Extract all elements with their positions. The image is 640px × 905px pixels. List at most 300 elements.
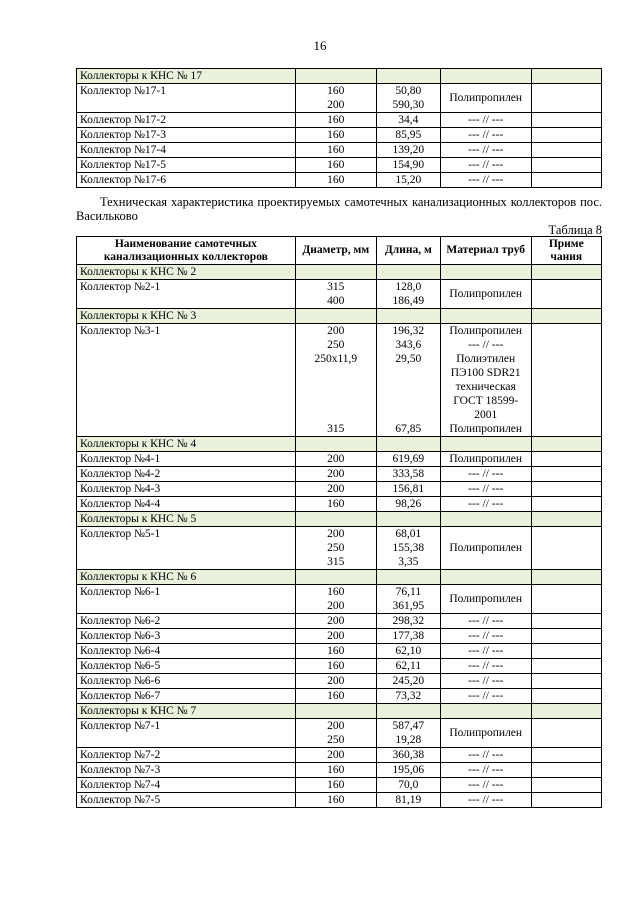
len-value: 98,26 bbox=[395, 498, 422, 510]
empty-cell bbox=[376, 69, 440, 84]
mat-value: Полипропилен bbox=[449, 288, 523, 300]
group-row bbox=[77, 69, 602, 84]
notes-cell bbox=[531, 128, 601, 143]
collector-name: Коллектор №6-2 bbox=[77, 614, 296, 629]
diam-value: 315 bbox=[327, 281, 345, 293]
diam-value: 200 bbox=[327, 615, 345, 627]
length-cell bbox=[376, 763, 440, 778]
length-cell bbox=[376, 482, 440, 497]
empty-cell bbox=[531, 704, 601, 719]
diameter-cell bbox=[295, 280, 376, 309]
table2-body bbox=[77, 265, 602, 808]
diam-value: 160 bbox=[327, 645, 345, 657]
diam-value bbox=[299, 394, 373, 408]
table-row bbox=[77, 689, 602, 704]
collector-name: Коллектор №6-4 bbox=[77, 644, 296, 659]
mat-value: --- // --- bbox=[468, 779, 504, 791]
diam-value bbox=[299, 380, 373, 394]
diameter-cell bbox=[295, 614, 376, 629]
diameter-cell bbox=[295, 689, 376, 704]
header-name: Наименование самотечных канализационных коллекторов bbox=[77, 237, 296, 265]
empty-cell bbox=[295, 512, 376, 527]
material-cell bbox=[440, 143, 531, 158]
diam-value: 160 bbox=[327, 129, 345, 141]
length-cell bbox=[376, 143, 440, 158]
collector-name: Коллектор №2-1 bbox=[77, 280, 296, 309]
diam-value: 160 bbox=[327, 144, 345, 156]
empty-cell bbox=[531, 265, 601, 280]
diam-value: 160 bbox=[327, 779, 345, 791]
header-material: Материал труб bbox=[440, 237, 531, 265]
material-cell bbox=[440, 719, 531, 748]
group-row bbox=[77, 437, 602, 452]
diam-value: 250х11,9 bbox=[314, 353, 358, 365]
collector-name: Коллектор №6-1 bbox=[77, 585, 296, 614]
diameter-cell bbox=[295, 482, 376, 497]
table-row bbox=[77, 763, 602, 778]
len-value bbox=[380, 380, 437, 394]
mat-value: --- // --- bbox=[468, 159, 504, 171]
mat-value: --- // --- bbox=[468, 468, 504, 480]
table-row bbox=[77, 748, 602, 763]
material-cell bbox=[440, 748, 531, 763]
diameter-cell bbox=[295, 158, 376, 173]
diam-value: 400 bbox=[327, 295, 345, 307]
notes-cell bbox=[531, 324, 601, 437]
diameter-cell bbox=[295, 527, 376, 570]
length-cell bbox=[376, 158, 440, 173]
diam-value bbox=[299, 366, 373, 380]
len-value: 590,30 bbox=[392, 99, 425, 111]
diameter-cell bbox=[295, 452, 376, 467]
material-cell bbox=[440, 113, 531, 128]
diam-value: 315 bbox=[327, 423, 345, 435]
len-value: 361,95 bbox=[392, 600, 425, 612]
empty-cell bbox=[440, 570, 531, 585]
collector-name: Коллектор №17-6 bbox=[77, 173, 296, 188]
notes-cell bbox=[531, 659, 601, 674]
notes-cell bbox=[531, 467, 601, 482]
diameter-cell bbox=[295, 659, 376, 674]
diameter-cell bbox=[295, 763, 376, 778]
notes-cell bbox=[531, 158, 601, 173]
empty-cell bbox=[376, 704, 440, 719]
table-row bbox=[77, 778, 602, 793]
mat-value: --- // --- bbox=[468, 483, 504, 495]
table-row bbox=[77, 659, 602, 674]
notes-cell bbox=[531, 629, 601, 644]
collector-name: Коллектор №7-4 bbox=[77, 778, 296, 793]
table-row bbox=[77, 173, 602, 188]
table-row bbox=[77, 280, 602, 309]
collector-name: Коллектор №6-5 bbox=[77, 659, 296, 674]
diam-value: 160 bbox=[327, 794, 345, 806]
diameter-cell bbox=[295, 84, 376, 113]
length-cell bbox=[376, 280, 440, 309]
mat-value: Полипропилен bbox=[449, 423, 523, 435]
diameter-cell bbox=[295, 719, 376, 748]
mat-value: --- // --- bbox=[468, 645, 504, 657]
length-cell bbox=[376, 793, 440, 808]
empty-cell bbox=[295, 437, 376, 452]
diameter-cell bbox=[295, 497, 376, 512]
notes-cell bbox=[531, 497, 601, 512]
table-row bbox=[77, 452, 602, 467]
diam-value: 160 bbox=[327, 498, 345, 510]
len-value: 62,11 bbox=[395, 660, 422, 672]
diameter-cell bbox=[295, 644, 376, 659]
table-row bbox=[77, 497, 602, 512]
group-row bbox=[77, 265, 602, 280]
notes-cell bbox=[531, 614, 601, 629]
table-row bbox=[77, 467, 602, 482]
collector-name: Коллектор №4-3 bbox=[77, 482, 296, 497]
len-value: 68,01 bbox=[395, 528, 422, 540]
len-value: 50,80 bbox=[395, 85, 422, 97]
empty-cell bbox=[295, 309, 376, 324]
empty-cell bbox=[295, 704, 376, 719]
group-title: Коллекторы к КНС № 6 bbox=[77, 570, 296, 585]
diam-value: 200 bbox=[327, 749, 345, 761]
table-label: Таблица 8 bbox=[548, 223, 602, 237]
empty-cell bbox=[295, 69, 376, 84]
len-value: 155,38 bbox=[392, 542, 425, 554]
collector-name: Коллектор №4-4 bbox=[77, 497, 296, 512]
length-cell bbox=[376, 644, 440, 659]
len-value: 360,38 bbox=[392, 749, 425, 761]
table-row bbox=[77, 614, 602, 629]
notes-cell bbox=[531, 280, 601, 309]
length-cell bbox=[376, 585, 440, 614]
notes-cell bbox=[531, 452, 601, 467]
material-cell bbox=[440, 452, 531, 467]
group-title: Коллекторы к КНС № 4 bbox=[77, 437, 296, 452]
diam-value: 250 bbox=[327, 339, 345, 351]
material-cell bbox=[440, 173, 531, 188]
len-value: 73,32 bbox=[395, 690, 422, 702]
diameter-cell bbox=[295, 324, 376, 437]
mat-value: --- // --- bbox=[468, 749, 504, 761]
group-title: Коллекторы к КНС № 7 bbox=[77, 704, 296, 719]
table1-body bbox=[77, 69, 602, 188]
mat-value: --- // --- bbox=[468, 690, 504, 702]
len-value bbox=[380, 394, 437, 408]
collector-name: Коллектор №4-2 bbox=[77, 467, 296, 482]
length-cell bbox=[376, 452, 440, 467]
mat-value: --- // --- bbox=[468, 630, 504, 642]
notes-cell bbox=[531, 793, 601, 808]
page-number: 16 bbox=[313, 38, 327, 53]
empty-cell bbox=[376, 512, 440, 527]
mat-value: --- // --- bbox=[468, 144, 504, 156]
notes-cell bbox=[531, 763, 601, 778]
diam-value: 160 bbox=[327, 159, 345, 171]
length-cell bbox=[376, 748, 440, 763]
mat-value: Полиэтилен bbox=[456, 353, 516, 365]
notes-cell bbox=[531, 84, 601, 113]
diam-value: 200 bbox=[327, 325, 345, 337]
mat-value: техническая bbox=[455, 381, 516, 393]
empty-cell bbox=[531, 570, 601, 585]
material-cell bbox=[440, 280, 531, 309]
length-cell bbox=[376, 629, 440, 644]
empty-cell bbox=[440, 69, 531, 84]
length-cell bbox=[376, 614, 440, 629]
empty-cell bbox=[531, 69, 601, 84]
diam-value: 160 bbox=[327, 114, 345, 126]
collectors-table-8 bbox=[76, 236, 602, 808]
diam-value: 250 bbox=[327, 542, 345, 554]
length-cell bbox=[376, 659, 440, 674]
empty-cell bbox=[376, 265, 440, 280]
notes-cell bbox=[531, 689, 601, 704]
len-value: 128,0 bbox=[395, 281, 422, 293]
material-cell bbox=[440, 674, 531, 689]
notes-cell bbox=[531, 113, 601, 128]
len-value: 19,28 bbox=[395, 734, 422, 746]
group-row bbox=[77, 309, 602, 324]
notes-cell bbox=[531, 674, 601, 689]
notes-cell bbox=[531, 644, 601, 659]
table-row bbox=[77, 674, 602, 689]
len-value: 298,32 bbox=[392, 615, 425, 627]
material-cell bbox=[440, 324, 531, 437]
len-value: 195,06 bbox=[392, 764, 425, 776]
length-cell bbox=[376, 719, 440, 748]
notes-cell bbox=[531, 585, 601, 614]
empty-cell bbox=[440, 265, 531, 280]
group-row bbox=[77, 512, 602, 527]
len-value: 3,35 bbox=[398, 556, 419, 568]
diameter-cell bbox=[295, 113, 376, 128]
notes-cell bbox=[531, 173, 601, 188]
len-value: 85,95 bbox=[395, 129, 422, 141]
diam-value bbox=[299, 408, 373, 422]
len-value: 15,20 bbox=[395, 174, 422, 186]
table-row bbox=[77, 158, 602, 173]
len-value: 245,20 bbox=[392, 675, 425, 687]
empty-cell bbox=[531, 437, 601, 452]
table-row bbox=[77, 324, 602, 437]
diameter-cell bbox=[295, 674, 376, 689]
len-value: 76,11 bbox=[395, 586, 422, 598]
mat-value: --- // --- bbox=[468, 174, 504, 186]
diam-value: 200 bbox=[327, 453, 345, 465]
collector-name: Коллектор №17-4 bbox=[77, 143, 296, 158]
empty-cell bbox=[440, 704, 531, 719]
table-row bbox=[77, 113, 602, 128]
table-row bbox=[77, 644, 602, 659]
material-cell bbox=[440, 614, 531, 629]
collector-name: Коллектор №6-3 bbox=[77, 629, 296, 644]
len-value: 196,32 bbox=[392, 325, 425, 337]
mat-value: Полипропилен bbox=[449, 593, 523, 605]
diam-value: 200 bbox=[327, 468, 345, 480]
header-length: Длина, м bbox=[376, 237, 440, 265]
collector-name: Коллектор №17-3 bbox=[77, 128, 296, 143]
diameter-cell bbox=[295, 143, 376, 158]
len-value: 34,4 bbox=[398, 114, 419, 126]
header-diameter: Диаметр, мм bbox=[295, 237, 376, 265]
collector-name: Коллектор №7-1 bbox=[77, 719, 296, 748]
empty-cell bbox=[295, 265, 376, 280]
group-title: Коллекторы к КНС № 2 bbox=[77, 265, 296, 280]
diam-value: 160 bbox=[327, 764, 345, 776]
mat-value: ПЭ100 SDR21 bbox=[450, 367, 521, 379]
len-value: 186,49 bbox=[392, 295, 425, 307]
mat-value: --- // --- bbox=[468, 615, 504, 627]
diam-value: 200 bbox=[327, 528, 345, 540]
diameter-cell bbox=[295, 128, 376, 143]
len-value: 81,19 bbox=[395, 794, 422, 806]
len-value: 587,47 bbox=[392, 720, 425, 732]
diameter-cell bbox=[295, 467, 376, 482]
notes-cell bbox=[531, 143, 601, 158]
empty-cell bbox=[531, 309, 601, 324]
length-cell bbox=[376, 84, 440, 113]
diam-value: 160 bbox=[327, 690, 345, 702]
collector-name: Коллектор №7-3 bbox=[77, 763, 296, 778]
length-cell bbox=[376, 689, 440, 704]
material-cell bbox=[440, 629, 531, 644]
notes-cell bbox=[531, 482, 601, 497]
collector-name: Коллектор №6-7 bbox=[77, 689, 296, 704]
length-cell bbox=[376, 527, 440, 570]
group-row bbox=[77, 704, 602, 719]
len-value: 333,58 bbox=[392, 468, 425, 480]
group-title: Коллекторы к КНС № 17 bbox=[77, 69, 296, 84]
diam-value: 200 bbox=[327, 675, 345, 687]
len-value: 62,10 bbox=[395, 645, 422, 657]
empty-cell bbox=[376, 570, 440, 585]
diameter-cell bbox=[295, 173, 376, 188]
mat-value: --- // --- bbox=[468, 660, 504, 672]
group-row bbox=[77, 570, 602, 585]
collector-name: Коллектор №7-5 bbox=[77, 793, 296, 808]
mat-value: Полипропилен bbox=[449, 325, 523, 337]
length-cell bbox=[376, 128, 440, 143]
diam-value: 315 bbox=[327, 556, 345, 568]
table-row bbox=[77, 585, 602, 614]
length-cell bbox=[376, 467, 440, 482]
diam-value: 200 bbox=[327, 483, 345, 495]
diam-value: 200 bbox=[327, 600, 345, 612]
diameter-cell bbox=[295, 748, 376, 763]
diam-value: 160 bbox=[327, 660, 345, 672]
collector-name: Коллектор №7-2 bbox=[77, 748, 296, 763]
collector-name: Коллектор №4-1 bbox=[77, 452, 296, 467]
table-row bbox=[77, 793, 602, 808]
diam-value: 200 bbox=[327, 630, 345, 642]
table-row bbox=[77, 84, 602, 113]
diameter-cell bbox=[295, 778, 376, 793]
table-row bbox=[77, 719, 602, 748]
mat-value: --- // --- bbox=[468, 794, 504, 806]
mat-value: --- // --- bbox=[468, 675, 504, 687]
table-row bbox=[77, 482, 602, 497]
caption-text: Техническая характеристика проектируемых самотечных канализационных коллекторов пос. Васильково bbox=[76, 195, 602, 223]
mat-value: Полипропилен bbox=[449, 542, 523, 554]
mat-value: --- // --- bbox=[468, 114, 504, 126]
material-cell bbox=[440, 467, 531, 482]
empty-cell bbox=[440, 512, 531, 527]
table-row bbox=[77, 629, 602, 644]
len-value bbox=[380, 366, 437, 380]
diam-value: 160 bbox=[327, 174, 345, 186]
material-cell bbox=[440, 128, 531, 143]
mat-value: Полипропилен bbox=[449, 92, 523, 104]
material-cell bbox=[440, 644, 531, 659]
material-cell bbox=[440, 585, 531, 614]
notes-cell bbox=[531, 719, 601, 748]
mat-value: Полипропилен bbox=[449, 727, 523, 739]
mat-value: --- // --- bbox=[468, 129, 504, 141]
diam-value: 200 bbox=[327, 720, 345, 732]
material-cell bbox=[440, 527, 531, 570]
table-header-row bbox=[77, 237, 602, 265]
len-value: 139,20 bbox=[392, 144, 425, 156]
len-value: 154,90 bbox=[392, 159, 425, 171]
mat-value: --- // --- bbox=[468, 764, 504, 776]
len-value bbox=[380, 408, 437, 422]
collector-name: Коллектор №5-1 bbox=[77, 527, 296, 570]
mat-value: Полипропилен bbox=[449, 453, 523, 465]
table-row bbox=[77, 128, 602, 143]
material-cell bbox=[440, 763, 531, 778]
mat-value: 2001 bbox=[474, 409, 498, 421]
notes-cell bbox=[531, 748, 601, 763]
diameter-cell bbox=[295, 793, 376, 808]
empty-cell bbox=[376, 437, 440, 452]
material-cell bbox=[440, 778, 531, 793]
header-notes: Приме чания bbox=[531, 237, 601, 265]
collector-name: Коллектор №17-1 bbox=[77, 84, 296, 113]
diameter-cell bbox=[295, 585, 376, 614]
collector-name: Коллектор №3-1 bbox=[77, 324, 296, 437]
mat-value: ГОСТ 18599- bbox=[453, 395, 519, 407]
empty-cell bbox=[531, 512, 601, 527]
len-value: 67,85 bbox=[395, 423, 422, 435]
material-cell bbox=[440, 793, 531, 808]
collector-name: Коллектор №17-2 bbox=[77, 113, 296, 128]
collector-name: Коллектор №6-6 bbox=[77, 674, 296, 689]
empty-cell bbox=[295, 570, 376, 585]
len-value: 177,38 bbox=[392, 630, 425, 642]
material-cell bbox=[440, 158, 531, 173]
length-cell bbox=[376, 778, 440, 793]
empty-cell bbox=[440, 309, 531, 324]
empty-cell bbox=[440, 437, 531, 452]
diameter-cell bbox=[295, 629, 376, 644]
diam-value: 160 bbox=[327, 586, 345, 598]
diam-value: 160 bbox=[327, 85, 345, 97]
table-row bbox=[77, 143, 602, 158]
length-cell bbox=[376, 497, 440, 512]
length-cell bbox=[376, 113, 440, 128]
length-cell bbox=[376, 324, 440, 437]
material-cell bbox=[440, 659, 531, 674]
len-value: 70,0 bbox=[398, 779, 419, 791]
collector-name: Коллектор №17-5 bbox=[77, 158, 296, 173]
len-value: 619,69 bbox=[392, 453, 425, 465]
group-title: Коллекторы к КНС № 3 bbox=[77, 309, 296, 324]
notes-cell bbox=[531, 527, 601, 570]
len-value: 343,6 bbox=[395, 339, 422, 351]
group-title: Коллекторы к КНС № 5 bbox=[77, 512, 296, 527]
material-cell bbox=[440, 497, 531, 512]
diam-value: 250 bbox=[327, 734, 345, 746]
mat-value: --- // --- bbox=[468, 339, 504, 351]
